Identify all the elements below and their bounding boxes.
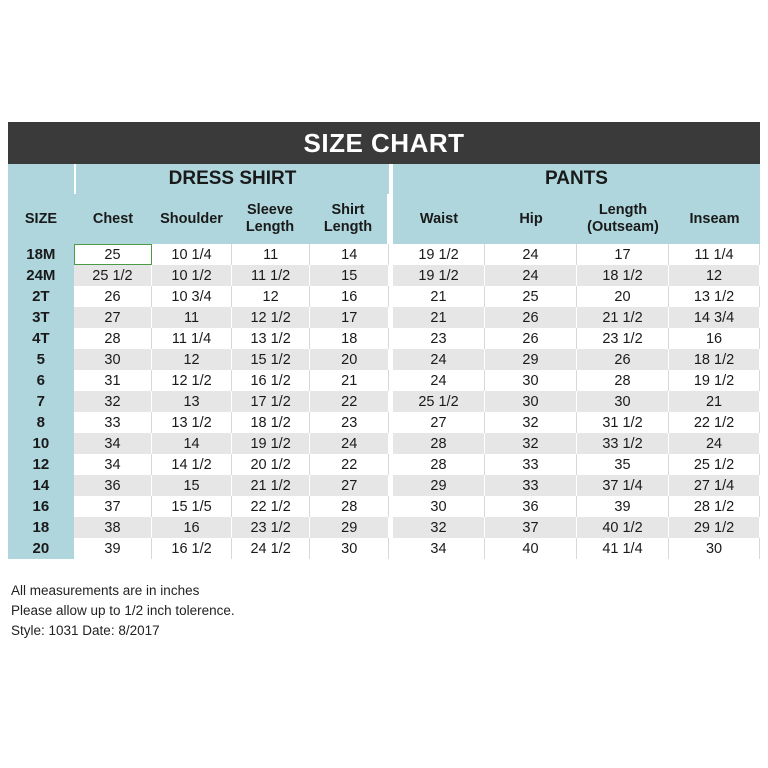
- table-row: [8, 496, 389, 517]
- table-cell[interactable]: 18 1/2: [577, 265, 669, 286]
- table-cell[interactable]: 10 1/4: [152, 244, 232, 265]
- table-cell[interactable]: 37: [485, 517, 577, 538]
- dress-shirt-panel: [8, 164, 389, 559]
- table-cell[interactable]: 15 1/5: [152, 496, 232, 517]
- table-cell[interactable]: 17: [577, 244, 669, 265]
- size-cell[interactable]: 7: [8, 391, 74, 412]
- table-cell[interactable]: 25 1/2: [393, 391, 485, 412]
- size-cell[interactable]: 6: [8, 370, 74, 391]
- dress-shirt-title: DRESS SHIRT: [74, 164, 389, 194]
- table-cell[interactable]: 14: [310, 244, 389, 265]
- table-cell[interactable]: 20 1/2: [232, 454, 311, 475]
- table-cell[interactable]: 38: [74, 517, 153, 538]
- table-cell[interactable]: 28: [577, 370, 669, 391]
- table-cell[interactable]: 15: [310, 265, 389, 286]
- table-row: [8, 370, 389, 391]
- size-column-header: SIZE: [8, 194, 74, 244]
- table-cell[interactable]: 31: [74, 370, 153, 391]
- table-cell[interactable]: 21: [669, 391, 760, 412]
- table-cell[interactable]: 12 1/2: [152, 370, 232, 391]
- size-cell[interactable]: 2T: [8, 286, 74, 307]
- table-cell[interactable]: 18 1/2: [232, 412, 311, 433]
- table-cell[interactable]: 16: [669, 328, 760, 349]
- table-cell[interactable]: 36: [74, 475, 153, 496]
- note-line: Please allow up to 1/2 inch tolerence.: [11, 603, 235, 618]
- table-row: [393, 244, 760, 265]
- table-cell[interactable]: 40 1/2: [577, 517, 669, 538]
- table-cell[interactable]: 15 1/2: [232, 349, 311, 370]
- size-cell[interactable]: 4T: [8, 328, 74, 349]
- table-row: [393, 265, 760, 286]
- table-cell[interactable]: 32: [393, 517, 485, 538]
- table-row: [8, 265, 389, 286]
- table-cell[interactable]: 35: [577, 454, 669, 475]
- table-cell[interactable]: 33 1/2: [577, 433, 669, 454]
- table-cell[interactable]: 34: [393, 538, 485, 559]
- table-cell[interactable]: 30: [669, 538, 760, 559]
- table-cell[interactable]: 12: [669, 265, 760, 286]
- notes: [11, 581, 235, 641]
- table-cell[interactable]: 11: [232, 244, 311, 265]
- table-cell[interactable]: 36: [485, 496, 577, 517]
- table-cell[interactable]: 19 1/2: [669, 370, 760, 391]
- table-row: [393, 391, 760, 412]
- table-cell[interactable]: 25 1/2: [669, 454, 760, 475]
- table-row: [393, 433, 760, 454]
- table-row: [8, 538, 389, 559]
- table-cell[interactable]: 23 1/2: [232, 517, 311, 538]
- table-cell[interactable]: 26: [485, 328, 577, 349]
- hip-header: Hip: [485, 194, 577, 244]
- table-row: [393, 475, 760, 496]
- table-cell[interactable]: 30: [310, 538, 389, 559]
- table-cell[interactable]: 13 1/2: [152, 412, 232, 433]
- size-header-spacer: [8, 164, 74, 194]
- table-cell[interactable]: 34: [74, 433, 153, 454]
- table-cell[interactable]: 13 1/2: [669, 286, 760, 307]
- table-cell[interactable]: 19 1/2: [232, 433, 311, 454]
- size-cell[interactable]: 18M: [8, 244, 74, 265]
- table-cell[interactable]: 11: [152, 307, 232, 328]
- table-cell[interactable]: 21: [393, 307, 485, 328]
- sleeve-length-header: Sleeve Length: [231, 194, 309, 244]
- table-cell[interactable]: 25 1/2: [74, 265, 153, 286]
- shoulder-header: Shoulder: [152, 194, 231, 244]
- table-cell[interactable]: 19 1/2: [393, 265, 485, 286]
- table-cell[interactable]: 21: [393, 286, 485, 307]
- table-row: [393, 496, 760, 517]
- table-row: [8, 475, 389, 496]
- table-cell[interactable]: 20: [310, 349, 389, 370]
- table-row: [8, 517, 389, 538]
- table-cell[interactable]: 14: [152, 433, 232, 454]
- table-cell[interactable]: 39: [74, 538, 153, 559]
- table-cell[interactable]: 27 1/4: [669, 475, 760, 496]
- table-cell[interactable]: 16: [310, 286, 389, 307]
- table-row: [8, 412, 389, 433]
- pants-rows: [393, 244, 760, 559]
- table-cell[interactable]: 13 1/2: [232, 328, 311, 349]
- table-row: [393, 328, 760, 349]
- table-cell[interactable]: 12 1/2: [232, 307, 311, 328]
- table-cell[interactable]: 24: [393, 370, 485, 391]
- table-cell[interactable]: 24: [669, 433, 760, 454]
- table-cell[interactable]: 18 1/2: [669, 349, 760, 370]
- table-cell[interactable]: 24: [310, 433, 389, 454]
- table-cell[interactable]: 24 1/2: [232, 538, 311, 559]
- table-cell[interactable]: 33: [485, 454, 577, 475]
- table-row: [393, 538, 760, 559]
- table-cell[interactable]: 21 1/2: [577, 307, 669, 328]
- table-cell[interactable]: 24: [485, 265, 577, 286]
- table-cell[interactable]: 30: [485, 370, 577, 391]
- table-cell[interactable]: 37: [74, 496, 153, 517]
- table-cell[interactable]: 24: [485, 244, 577, 265]
- table-cell[interactable]: 33: [485, 475, 577, 496]
- chest-header: Chest: [74, 194, 152, 244]
- size-cell[interactable]: 18: [8, 517, 74, 538]
- table-row: [8, 349, 389, 370]
- table-cell[interactable]: 22 1/2: [232, 496, 311, 517]
- table-cell[interactable]: 19 1/2: [393, 244, 485, 265]
- table-row: [393, 454, 760, 475]
- inseam-header: Inseam: [669, 194, 760, 244]
- table-row: [393, 286, 760, 307]
- table-cell[interactable]: 15: [152, 475, 232, 496]
- table-cell[interactable]: 13: [152, 391, 232, 412]
- size-cell[interactable]: 8: [8, 412, 74, 433]
- table-cell[interactable]: 17: [310, 307, 389, 328]
- table-cell[interactable]: 21: [310, 370, 389, 391]
- size-cell[interactable]: 3T: [8, 307, 74, 328]
- table-cell[interactable]: 28: [74, 328, 153, 349]
- table-cell[interactable]: 27: [74, 307, 153, 328]
- table-cell[interactable]: 11 1/2: [232, 265, 311, 286]
- table-cell[interactable]: 14 1/2: [152, 454, 232, 475]
- table-cell[interactable]: 40: [485, 538, 577, 559]
- table-cell[interactable]: 26: [74, 286, 153, 307]
- table-row: [8, 433, 389, 454]
- table-row: [8, 391, 389, 412]
- table-cell[interactable]: 16 1/2: [152, 538, 232, 559]
- shirt-length-header: Shirt Length: [309, 194, 387, 244]
- table-cell[interactable]: 25: [74, 244, 153, 265]
- table-cell[interactable]: 25: [485, 286, 577, 307]
- size-cell[interactable]: 14: [8, 475, 74, 496]
- table-cell[interactable]: 30: [485, 391, 577, 412]
- table-cell[interactable]: 23 1/2: [577, 328, 669, 349]
- note-line: Style: 1031 Date: 8/2017: [11, 623, 160, 638]
- size-cell[interactable]: 20: [8, 538, 74, 559]
- pants-panel: [393, 164, 760, 559]
- table-row: [8, 454, 389, 475]
- table-cell[interactable]: 26: [485, 307, 577, 328]
- table-row: [393, 412, 760, 433]
- table-cell[interactable]: 11 1/4: [152, 328, 232, 349]
- table-row: [393, 349, 760, 370]
- size-cell[interactable]: 10: [8, 433, 74, 454]
- table-cell[interactable]: 28: [310, 496, 389, 517]
- table-cell[interactable]: 29: [310, 517, 389, 538]
- table-cell[interactable]: 12: [152, 349, 232, 370]
- dress-shirt-rows: [8, 244, 389, 559]
- table-cell[interactable]: 28 1/2: [669, 496, 760, 517]
- table-row: [393, 370, 760, 391]
- table-cell[interactable]: 23: [393, 328, 485, 349]
- table-cell[interactable]: 10 1/2: [152, 265, 232, 286]
- outseam-length-header: Length (Outseam): [577, 194, 669, 244]
- table-cell[interactable]: 14 3/4: [669, 307, 760, 328]
- table-cell[interactable]: 30: [393, 496, 485, 517]
- table-cell[interactable]: 34: [74, 454, 153, 475]
- table-cell[interactable]: 11 1/4: [669, 244, 760, 265]
- table-cell[interactable]: 33: [74, 412, 153, 433]
- table-cell[interactable]: 27: [310, 475, 389, 496]
- table-cell[interactable]: 39: [577, 496, 669, 517]
- table-cell[interactable]: 29: [485, 349, 577, 370]
- size-cell[interactable]: 12: [8, 454, 74, 475]
- table-row: [393, 307, 760, 328]
- size-cell[interactable]: 5: [8, 349, 74, 370]
- table-cell[interactable]: 12: [232, 286, 311, 307]
- table-cell[interactable]: 24: [393, 349, 485, 370]
- table-cell[interactable]: 32: [485, 433, 577, 454]
- table-cell[interactable]: 30: [74, 349, 153, 370]
- table-cell[interactable]: 10 3/4: [152, 286, 232, 307]
- table-row: [8, 328, 389, 349]
- table-cell[interactable]: 29: [393, 475, 485, 496]
- table-row: [393, 517, 760, 538]
- table-row: [8, 244, 389, 265]
- table-cell[interactable]: 26: [577, 349, 669, 370]
- table-cell[interactable]: 22: [310, 391, 389, 412]
- table-cell[interactable]: 22: [310, 454, 389, 475]
- table-cell[interactable]: 28: [393, 433, 485, 454]
- table-cell[interactable]: 16 1/2: [232, 370, 311, 391]
- table-cell[interactable]: 27: [393, 412, 485, 433]
- table-cell[interactable]: 30: [577, 391, 669, 412]
- table-cell[interactable]: 18: [310, 328, 389, 349]
- chart-title: SIZE CHART: [8, 122, 760, 164]
- size-cell[interactable]: 16: [8, 496, 74, 517]
- size-cell[interactable]: 24M: [8, 265, 74, 286]
- table-cell[interactable]: 16: [152, 517, 232, 538]
- table-cell[interactable]: 32: [485, 412, 577, 433]
- table-row: [8, 286, 389, 307]
- pants-title: PANTS: [393, 164, 760, 194]
- note-line: All measurements are in inches: [11, 583, 200, 598]
- waist-header: Waist: [393, 194, 485, 244]
- table-cell[interactable]: 17 1/2: [232, 391, 311, 412]
- table-cell[interactable]: 41 1/4: [577, 538, 669, 559]
- size-chart: [8, 122, 760, 560]
- table-cell[interactable]: 28: [393, 454, 485, 475]
- table-cell[interactable]: 22 1/2: [669, 412, 760, 433]
- table-cell[interactable]: 20: [577, 286, 669, 307]
- table-cell[interactable]: 29 1/2: [669, 517, 760, 538]
- table-row: [8, 307, 389, 328]
- table-cell[interactable]: 31 1/2: [577, 412, 669, 433]
- table-cell[interactable]: 21 1/2: [232, 475, 311, 496]
- table-cell[interactable]: 23: [310, 412, 389, 433]
- table-cell[interactable]: 37 1/4: [577, 475, 669, 496]
- table-cell[interactable]: 32: [74, 391, 153, 412]
